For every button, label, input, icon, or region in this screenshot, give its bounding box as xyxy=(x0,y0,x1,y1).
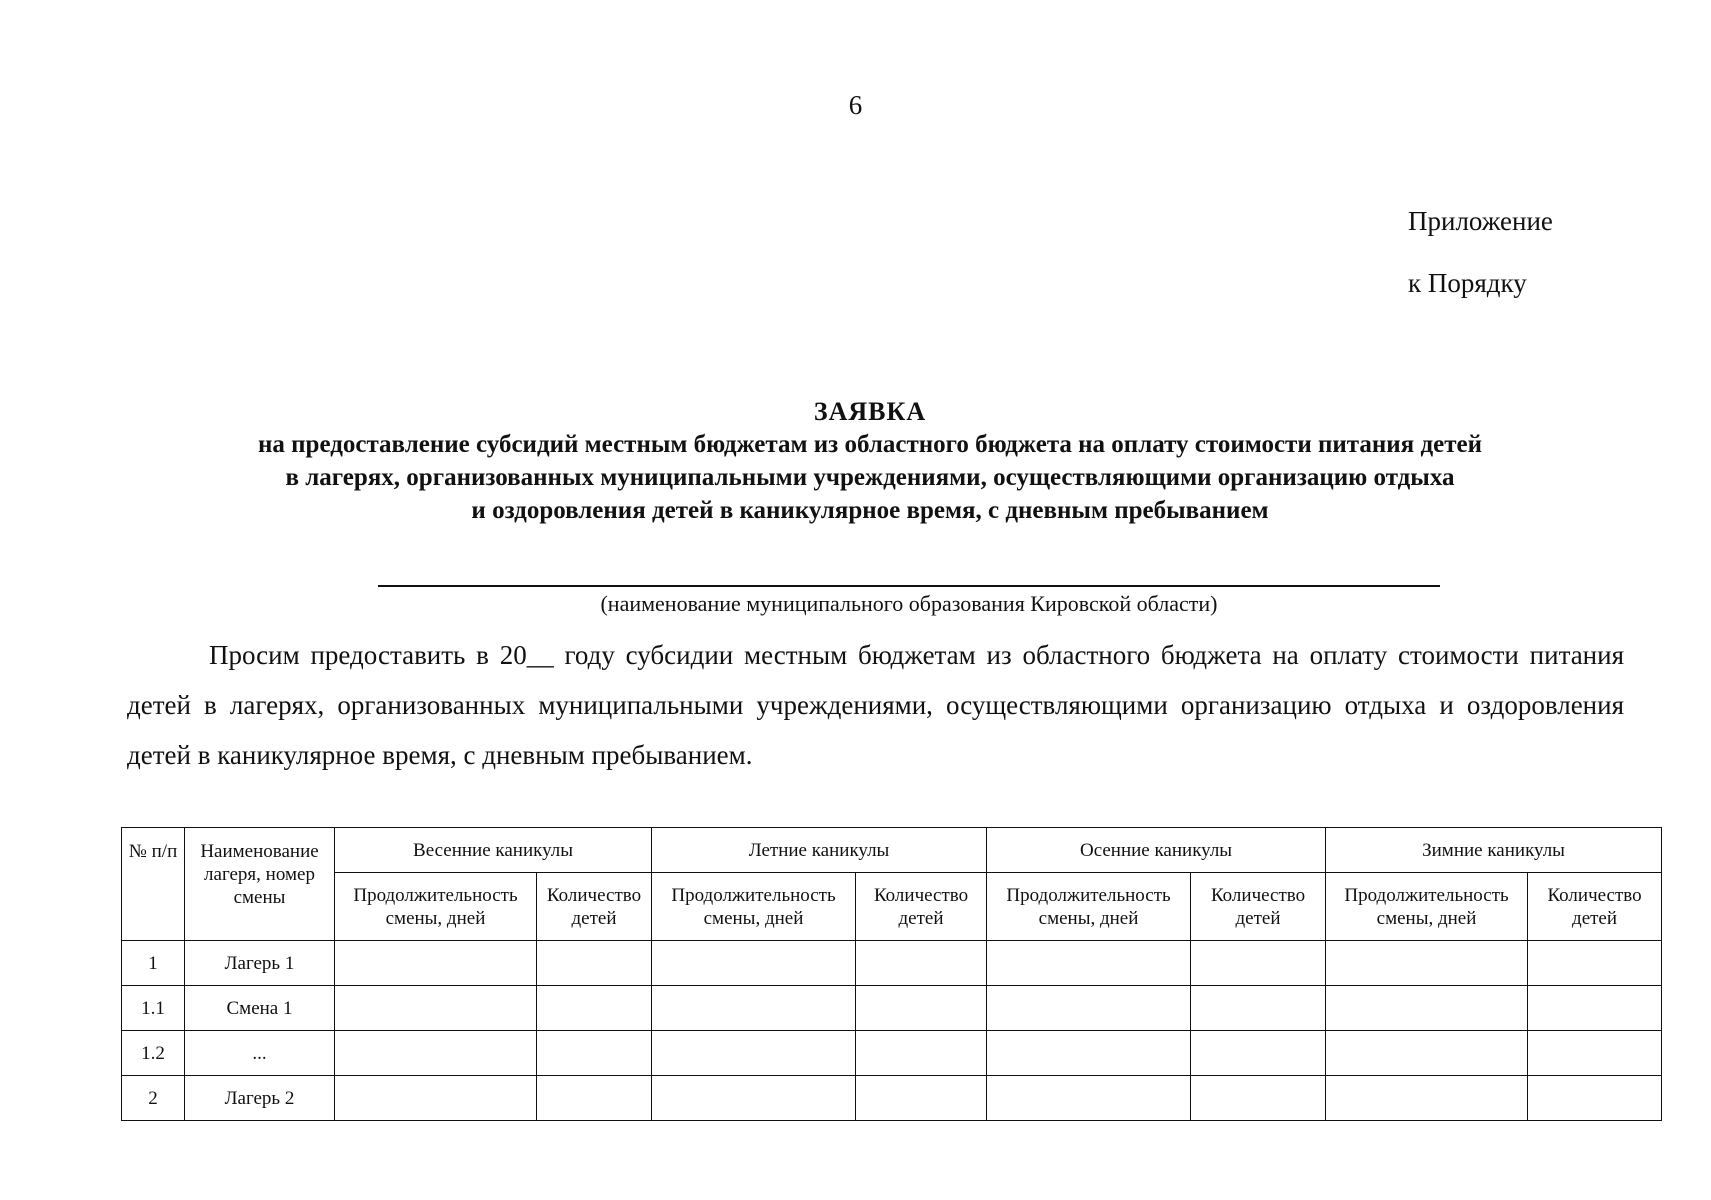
header-winter-count: Количество детей xyxy=(1528,873,1662,941)
header-winter: Зимние каникулы xyxy=(1326,828,1662,873)
header-autumn-duration: Продолжительность смены, дней xyxy=(987,873,1191,941)
empty-cell xyxy=(1528,1031,1662,1076)
empty-cell xyxy=(1326,986,1528,1031)
header-spring-count: Количество детей xyxy=(537,873,652,941)
empty-cell xyxy=(652,1031,856,1076)
request-paragraph: Просим предоставить в 20__ году субсидии местным бюджетам из областного бюджета на оплату стоимости питания детей в лагерях, организованных муниципальными учреждениями, осуществляющими организацию отдыха и оздоровления детей в каникулярное время, с дневным пребыванием. xyxy=(127,640,1624,770)
empty-cell xyxy=(537,986,652,1031)
title-line-3: и оздоровления детей в каникулярное время, с дневным пребыванием xyxy=(471,497,1269,524)
row-number: 1.2 xyxy=(122,1031,185,1076)
appendix-line-2: к Порядку xyxy=(1408,268,1527,298)
empty-cell xyxy=(652,986,856,1031)
header-autumn: Осенние каникулы xyxy=(987,828,1326,873)
appendix-note xyxy=(1408,190,1553,314)
empty-cell xyxy=(335,1076,537,1121)
row-number: 2 xyxy=(122,1076,185,1121)
empty-cell xyxy=(987,941,1191,986)
empty-cell xyxy=(1326,1076,1528,1121)
row-number: 1.1 xyxy=(122,986,185,1031)
empty-cell xyxy=(987,1031,1191,1076)
row-name: Лагерь 2 xyxy=(185,1076,335,1121)
empty-cell xyxy=(1191,941,1326,986)
header-summer: Летние каникулы xyxy=(652,828,987,873)
empty-cell xyxy=(856,1031,987,1076)
empty-cell xyxy=(856,941,987,986)
empty-cell xyxy=(335,941,537,986)
row-name: Лагерь 1 xyxy=(185,941,335,986)
document-title xyxy=(0,395,1711,527)
header-autumn-count: Количество детей xyxy=(1191,873,1326,941)
empty-cell xyxy=(537,1031,652,1076)
empty-cell xyxy=(335,1031,537,1076)
empty-cell xyxy=(1191,1031,1326,1076)
municipality-fill-line xyxy=(378,585,1440,587)
row-number: 1 xyxy=(122,941,185,986)
empty-cell xyxy=(987,986,1191,1031)
header-camp-name: Наименование лагеря, номер смены xyxy=(185,828,335,941)
title-main: ЗАЯВКА xyxy=(813,397,927,426)
empty-cell xyxy=(987,1076,1191,1121)
empty-cell xyxy=(1528,1076,1662,1121)
municipality-caption: (наименование муниципального образования Кировской области) xyxy=(600,591,1218,616)
header-spring: Весенние каникулы xyxy=(335,828,652,873)
header-spring-duration: Продолжительность смены, дней xyxy=(335,873,537,941)
empty-cell xyxy=(1191,1076,1326,1121)
row-name: ... xyxy=(185,1031,335,1076)
table-row xyxy=(122,1076,1662,1121)
empty-cell xyxy=(537,1076,652,1121)
empty-cell xyxy=(856,1076,987,1121)
empty-cell xyxy=(1191,986,1326,1031)
page-number: 6 xyxy=(848,90,863,120)
header-summer-duration: Продолжительность смены, дней xyxy=(652,873,856,941)
empty-cell xyxy=(856,986,987,1031)
empty-cell xyxy=(1326,1031,1528,1076)
table-row xyxy=(122,941,1662,986)
table-row xyxy=(122,1031,1662,1076)
empty-cell xyxy=(1528,941,1662,986)
appendix-line-1: Приложение xyxy=(1408,206,1553,236)
empty-cell xyxy=(652,941,856,986)
header-summer-count: Количество детей xyxy=(856,873,987,941)
header-number: № п/п xyxy=(122,828,185,941)
title-line-1: на предоставление субсидий местным бюджетам из областного бюджета на оплату стоимости питания детей xyxy=(258,431,1482,458)
empty-cell xyxy=(537,941,652,986)
camp-table xyxy=(121,827,1662,1121)
empty-cell xyxy=(1528,986,1662,1031)
empty-cell xyxy=(652,1076,856,1121)
header-winter-duration: Продолжительность смены, дней xyxy=(1326,873,1528,941)
row-name: Смена 1 xyxy=(185,986,335,1031)
table-row xyxy=(122,986,1662,1031)
empty-cell xyxy=(335,986,537,1031)
empty-cell xyxy=(1326,941,1528,986)
title-line-2: в лагерях, организованных муниципальными учреждениями, осуществляющими организацию отдыха xyxy=(285,464,1455,491)
